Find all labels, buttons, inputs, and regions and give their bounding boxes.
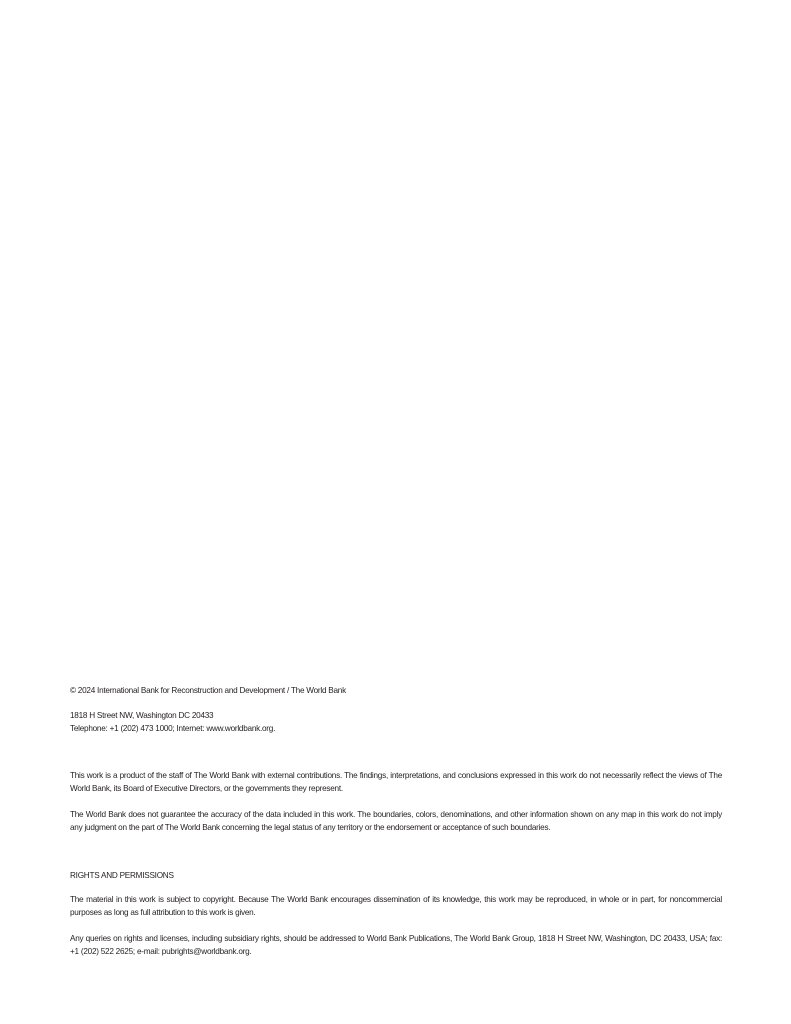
address-block bbox=[70, 709, 722, 735]
disclaimer-paragraph-1: This work is a product of the staff of The World Bank with external contributions. The findings, interpretations, and conclusions expressed in this work do not necessarily reflect the views of The World Bank, its Board of Executive Directors, or the governments they represent. bbox=[70, 771, 722, 793]
copyright-block bbox=[70, 684, 722, 697]
rights-heading-block bbox=[70, 869, 722, 882]
disclaimer-paragraph-2-block bbox=[70, 808, 722, 834]
rights-paragraph-2-block bbox=[70, 932, 722, 958]
rights-paragraph-1: The material in this work is subject to copyright. Because The World Bank encourages dissemination of its knowledge, this work may be reproduced, in whole or in part, for noncommercial purposes as long as full attribution to this work is given. bbox=[70, 895, 722, 917]
rights-heading: RIGHTS AND PERMISSIONS bbox=[70, 871, 174, 880]
contact-info: Telephone: +1 (202) 473 1000; Internet: www.worldbank.org. bbox=[70, 724, 276, 733]
street-address: 1818 H Street NW, Washington DC 20433 bbox=[70, 711, 214, 720]
copyright-notice: © 2024 International Bank for Reconstruction and Development / The World Bank bbox=[70, 686, 346, 695]
rights-paragraph-1-block bbox=[70, 893, 722, 919]
rights-paragraph-2: Any queries on rights and licenses, including subsidiary rights, should be addressed to World Bank Publications, The World Bank Group, 1818 H Street NW, Washington, DC 20433, USA; fax: +1 (202) 522 2625; e-mail: pubrights@worldbank.org. bbox=[70, 934, 722, 956]
disclaimer-paragraph-1-block bbox=[70, 769, 722, 795]
disclaimer-paragraph-2: The World Bank does not guarantee the accuracy of the data included in this work. The boundaries, colors, denominations, and other information shown on any map in this work do not imply any judgment on the part of The World Bank concerning the legal status of any territory or the endorsement or acceptance of such boundaries. bbox=[70, 810, 722, 832]
